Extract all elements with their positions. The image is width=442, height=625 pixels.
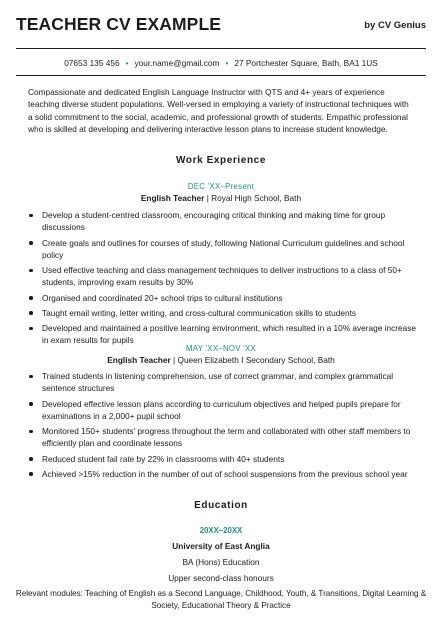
- modules-line: Society, Educational Theory & Practice: [151, 601, 291, 610]
- list-item: Taught email writing, letter writing, and cross-cultural communication skills to students: [28, 307, 420, 319]
- phone-number: 07653 135 456: [64, 58, 120, 68]
- top-divider: [16, 48, 426, 49]
- work-experience-heading: Work Experience: [176, 155, 266, 166]
- job-bullet-list: [28, 209, 420, 350]
- job-dates: DEC 'XX–Present: [187, 182, 255, 191]
- employer-name: Royal High School, Bath: [211, 193, 302, 203]
- job-bullet-list: [28, 370, 420, 483]
- list-item: Develop a student-centred classroom, encouraging critical thinking and making time for group discussions: [28, 209, 420, 233]
- list-item: Developed effective lesson plans according to curriculum objectives and helped pupils prepare for examinations in a 2,000+ pupil school: [28, 398, 420, 422]
- role-separator: |: [173, 355, 176, 365]
- list-item: Monitored 150+ students' progress throughout the term and collaborated with other staff members to efficiently plan and coordinate lessons: [28, 425, 420, 449]
- list-item: Achieved >15% reduction in the number of out of school suspensions from the previous school year: [28, 468, 420, 480]
- byline: by CV Genius: [364, 20, 426, 31]
- postal-address: 27 Portchester Square, Bath, BA1 1US: [234, 58, 378, 68]
- education-heading: Education: [194, 500, 248, 511]
- email-address: your.name@gmail.com: [134, 58, 220, 68]
- modules-line: Relevant modules: Teaching of English as a Second Language, Childhood, Youth, & Transitions, Digital Learning &: [15, 589, 427, 598]
- job-dates: MAY 'XX–NOV 'XX: [185, 344, 257, 353]
- list-item: Trained students in listening comprehension, use of correct grammar, and complex grammatical sentence structures: [28, 370, 420, 394]
- job-role: [0, 355, 442, 365]
- job-role: [0, 193, 442, 203]
- role-separator: |: [206, 193, 209, 203]
- employer-name: Queen Elizabeth I Secondary School, Bath: [177, 355, 335, 365]
- list-item: Used effective teaching and class management techniques to deliver instructions to a class of 50+ students, improving exam results by 30%: [28, 264, 420, 288]
- degree-name: BA (Hons) Education: [182, 557, 260, 567]
- job-title: English Teacher: [140, 193, 205, 203]
- cv-title: TEACHER CV EXAMPLE: [16, 14, 222, 34]
- contact-divider: [16, 75, 426, 76]
- profile-summary: Compassionate and dedicated English Language Instructor with QTS and 4+ years of experience teaching diverse student populations. Well-versed in employing a variety of instructional techniques with a solid commitment to the social, academic, and professional growth of students. Empathic professional who is skilled at developing and delivering interactive lesson plans to increase student knowledge.: [28, 87, 409, 135]
- institution-name: University of East Anglia: [172, 541, 270, 551]
- list-item: Create goals and outlines for courses of study, following National Curriculum guidelines and school policy: [28, 237, 420, 261]
- education-dates: 20XX–20XX: [199, 526, 243, 535]
- list-item: Developed and maintained a positive learning environment, which resulted in a 10% average increase in exam results for pupils: [28, 322, 420, 346]
- list-item: Organised and coordinated 20+ school trips to cultural institutions: [28, 292, 420, 304]
- list-item: Reduced student fail rate by 22% in classrooms with 40+ students: [28, 453, 420, 465]
- header: [16, 14, 426, 38]
- contact-line: [0, 58, 442, 68]
- contact-separator: •: [225, 58, 229, 68]
- job-title: English Teacher: [107, 355, 171, 365]
- contact-separator: •: [125, 58, 129, 68]
- degree-classification: Upper second-class honours: [168, 573, 274, 583]
- relevant-modules: [0, 588, 442, 612]
